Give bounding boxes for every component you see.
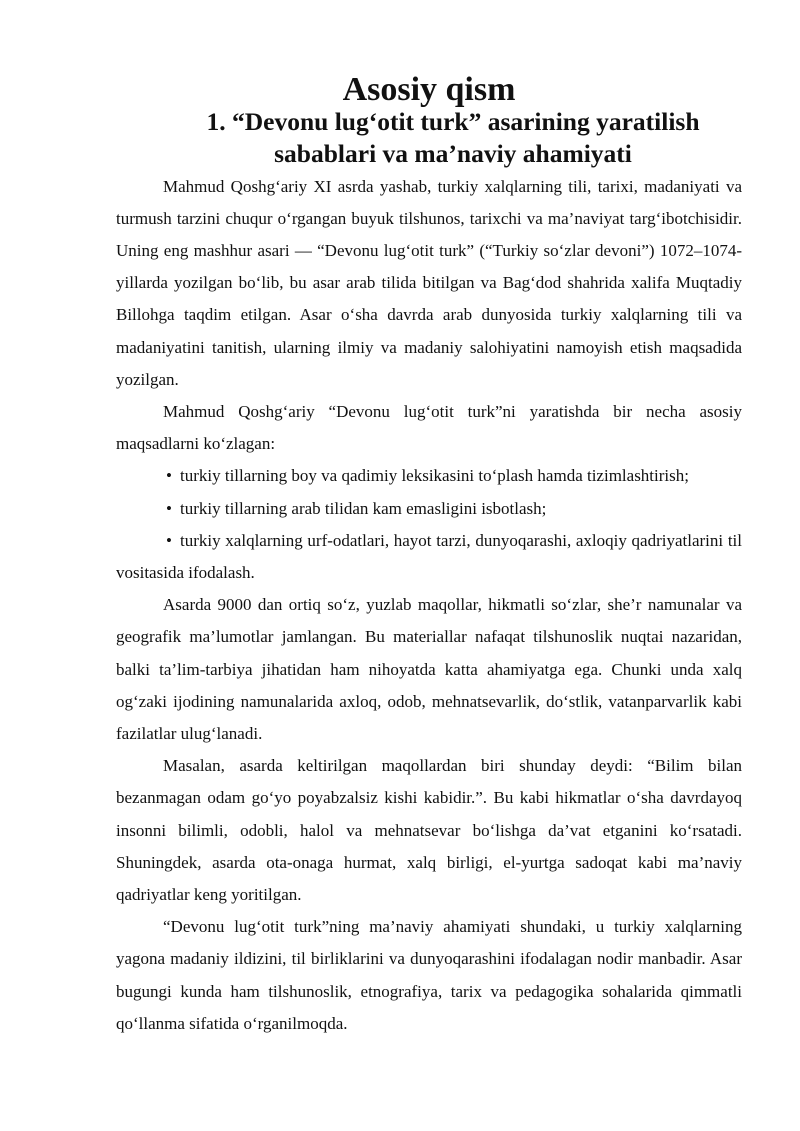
- list-item: [116, 493, 742, 525]
- list-item-text: turkiy tillarning boy va qadimiy leksikasini to‘plash hamda tizimlashtirish;: [180, 466, 689, 486]
- section-title: 1. “Devonu lug‘otit turk” asarining yaratilish sabablari va ma’naviy ahamiyati: [206, 107, 700, 169]
- paragraph-goals: Mahmud Qoshg‘ariy “Devonu lug‘otit turk”ni yaratishda bir necha asosiy maqsadlarni ko‘zlagan:: [116, 402, 742, 454]
- bullet-icon: •: [166, 466, 172, 486]
- paragraph-conclusion: “Devonu lug‘otit turk”ning ma’naviy ahamiyati shundaki, u turkiy xalqlarning yagona madaniy ildizini, til birliklarini va dunyoqarashini ifodalagan nodir manbadir. Asar bugungi kunda ham tilshunoslik, etnografiya, tarix va pedagogika sohalarida qimmatli qo‘llanma sifatida o‘rganilmoqda.: [116, 917, 742, 1033]
- document-page: [116, 71, 742, 1040]
- list-item: [116, 525, 742, 589]
- paragraph-content: Asarda 9000 dan ortiq so‘z, yuzlab maqollar, hikmatli so‘zlar, she’r namunalar va geografik ma’lumotlar jamlangan. Bu materiallar nafaqat tilshunoslik nuqtai nazaridan, balki ta’lim-tarbiya jihatidan ham nihoyatda katta ahamiyatga ega. Chunki unda xalq og‘zaki ijodining namunalarida axloq, odob, mehnatsevarlik, do‘stlik, vatanparvarlik kabi fazilatlar ulug‘lanadi.: [116, 595, 742, 744]
- page-title: Asosiy qism: [342, 71, 516, 108]
- list-item-text: turkiy xalqlarning urf-odatlari, hayot tarzi, dunyoqarashi, axloqiy qadriyatlarini til vositasida ifodalash.: [116, 530, 742, 583]
- list-item: [116, 460, 742, 492]
- bullet-icon: •: [166, 530, 172, 550]
- list-item-text: turkiy tillarning arab tilidan kam emasligini isbotlash;: [180, 498, 547, 518]
- goals-list: [116, 460, 742, 589]
- paragraph-intro: Mahmud Qoshg‘ariy XI asrda yashab, turkiy xalqlarning tili, tarixi, madaniyati va turmush tarzini chuqur o‘rgangan buyuk tilshunos, tarixchi va ma’naviyat targ‘ibotchisidir. Uning eng mashhur asari — “Devonu lug‘otit turk” (“Turkiy so‘zlar devoni”) 1072–1074-yillarda yozilgan bo‘lib, bu asar arab tilida bitilgan va Bag‘dod shahrida xalifa Muqtadiy Billohga taqdim etilgan. Asar o‘sha davrda arab dunyosida turkiy xalqlarning tili va madaniyatini tanitish, ularning ilmiy va madaniy salohiyatini namoyish etish maqsadida yozilgan.: [116, 176, 742, 389]
- paragraph-example: Masalan, asarda keltirilgan maqollardan biri shunday deydi: “Bilim bilan bezanmagan odam go‘yo poyabzalsiz kishi kabidir.”. Bu kabi hikmatlar o‘sha davrdayoq insonni bilimli, odobli, halol va mehnatsevar bo‘lishga da’vat etganini ko‘rsatadi. Shuningdek, asarda ota-onaga hurmat, xalq birligi, el-yurtga sadoqat kabi ma’naviy qadriyatlar keng yoritilgan.: [116, 756, 742, 905]
- bullet-icon: •: [166, 498, 172, 518]
